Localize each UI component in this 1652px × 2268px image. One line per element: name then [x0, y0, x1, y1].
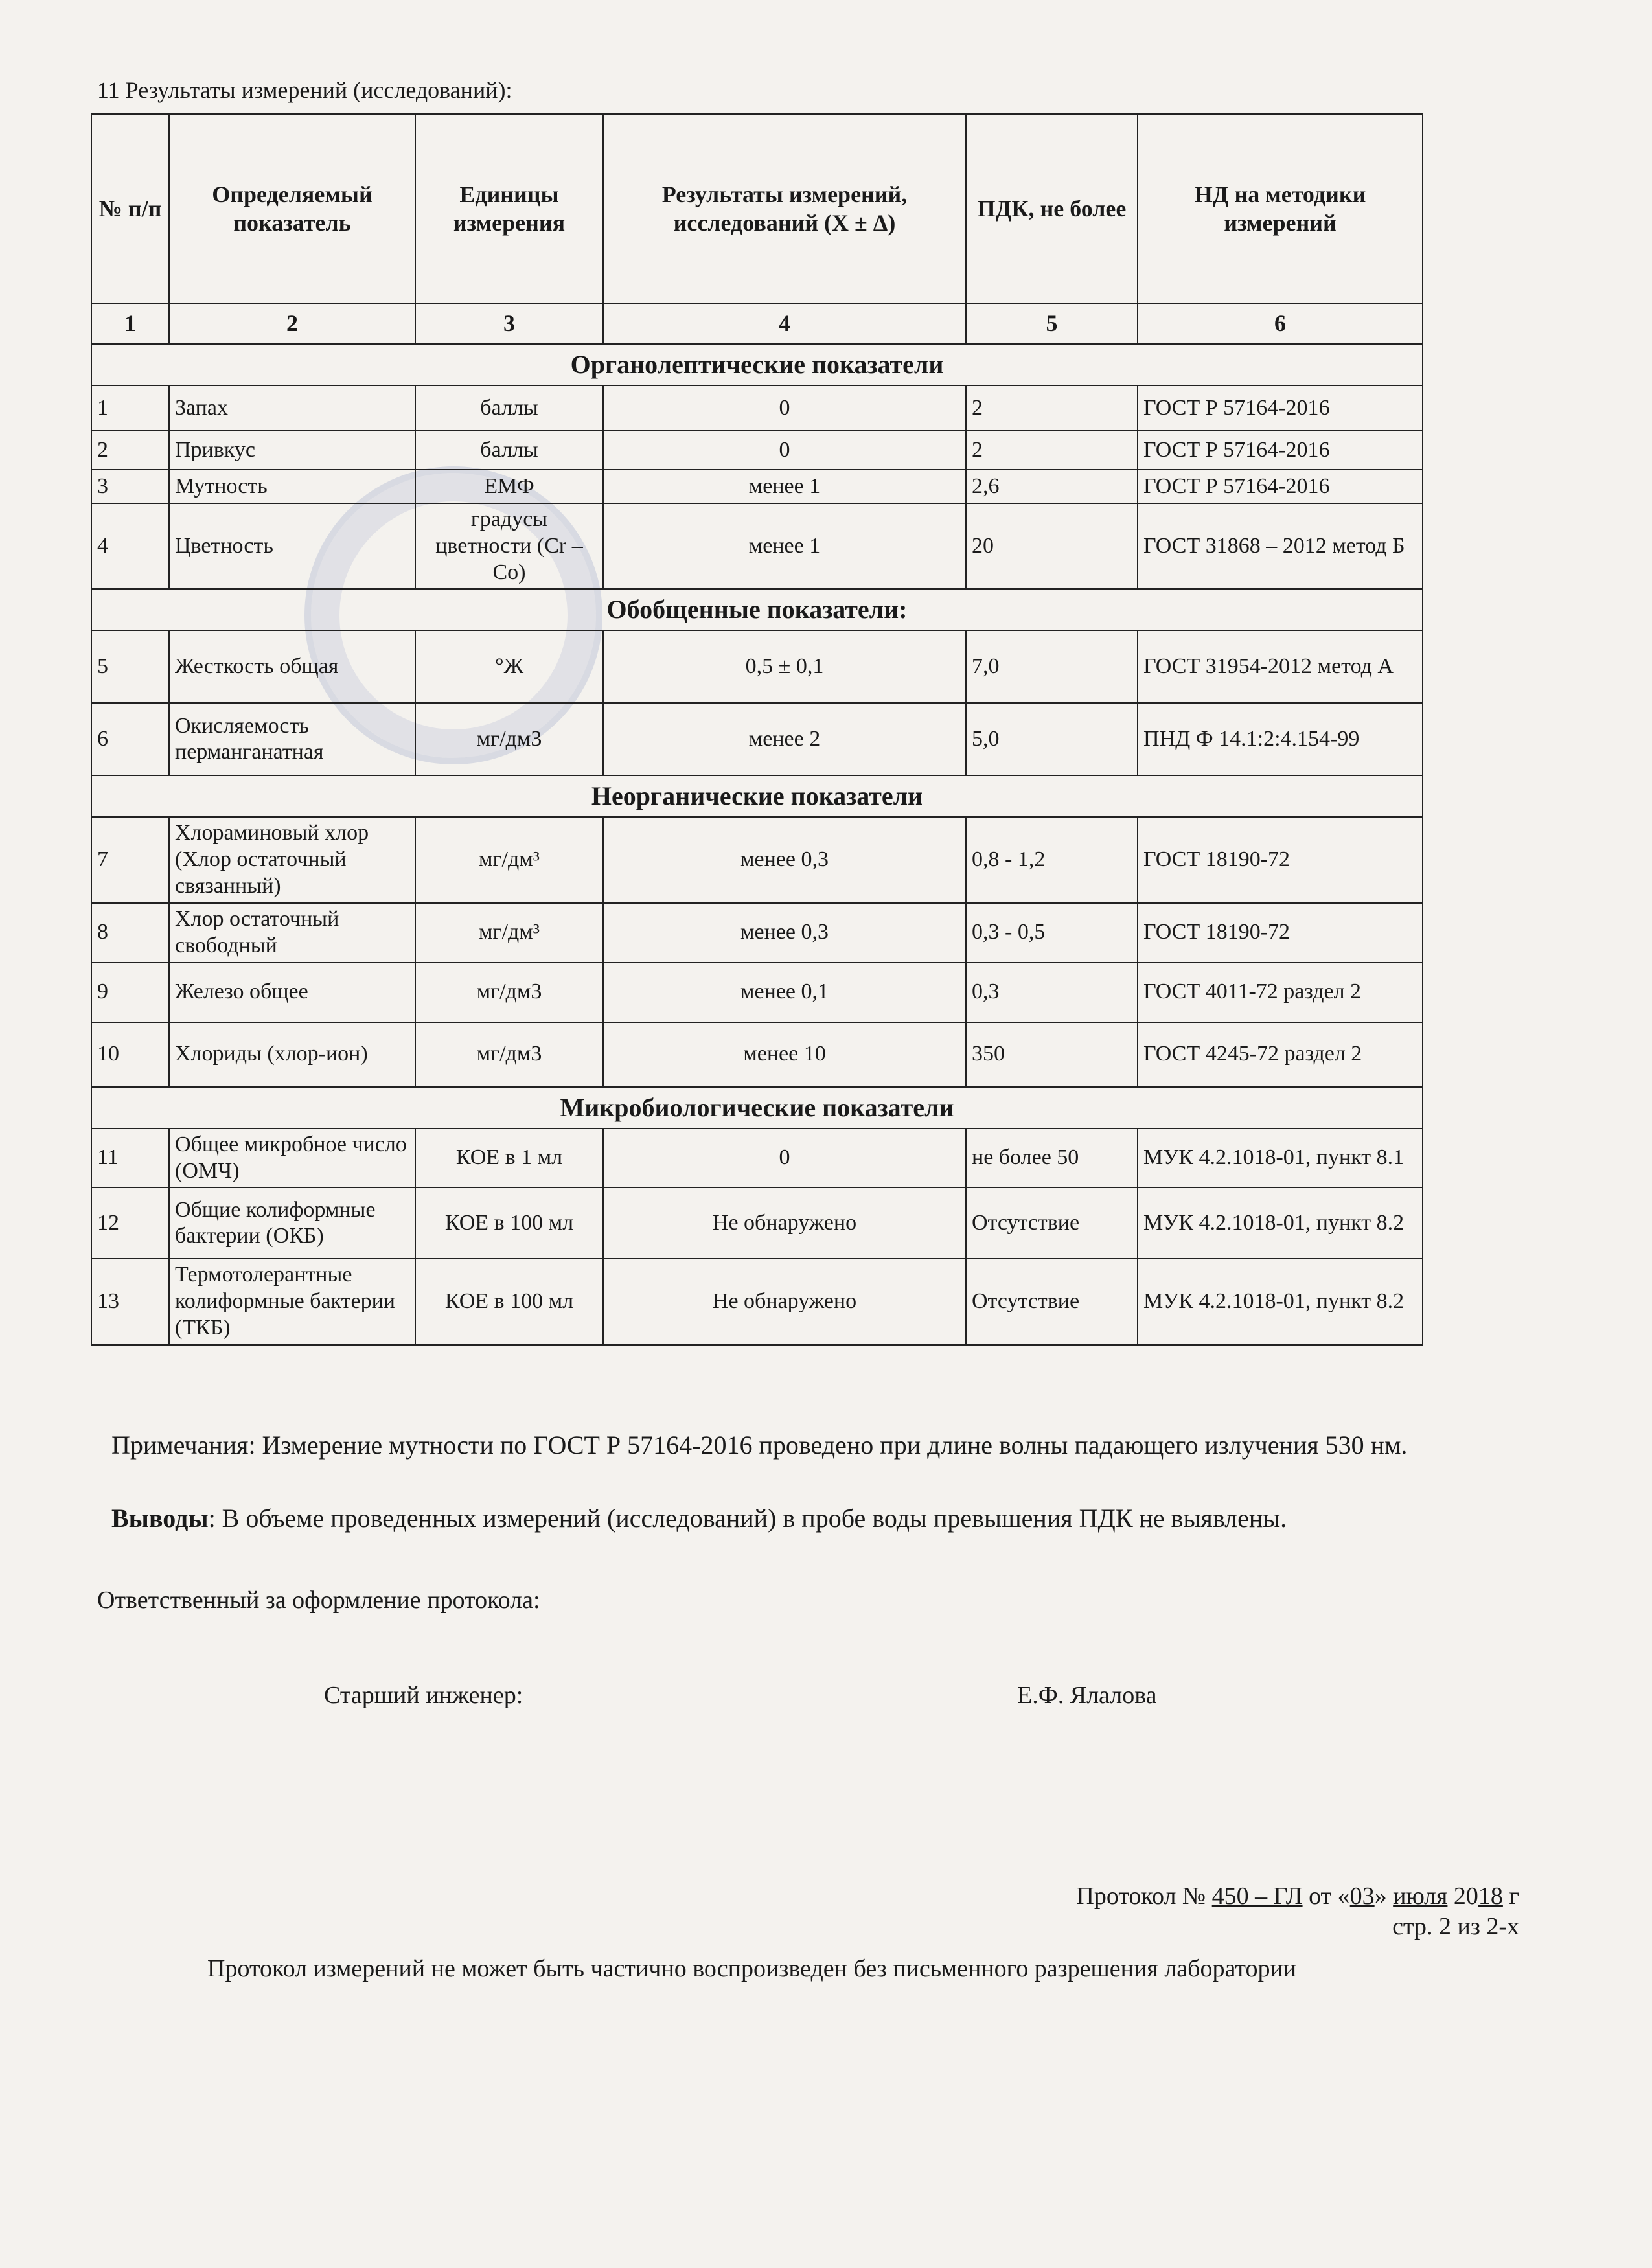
table-row	[91, 385, 1423, 431]
pdk-value: 7,0	[966, 630, 1138, 703]
table-row	[91, 1259, 1423, 1344]
column-number-cell: 4	[603, 304, 966, 344]
indicator-name: Жесткость общая	[169, 630, 415, 703]
result-value: менее 10	[603, 1022, 966, 1087]
row-number: 12	[91, 1187, 169, 1259]
row-number: 8	[91, 903, 169, 963]
indicator-name: Общие колиформные бактерии (ОКБ)	[169, 1187, 415, 1259]
method-reference: ГОСТ Р 57164-2016	[1138, 470, 1423, 503]
pdk-value: Отсутствие	[966, 1259, 1138, 1344]
table-row	[91, 1187, 1423, 1259]
protocol-number: 450 – ГЛ	[1211, 1883, 1303, 1910]
table-row	[91, 431, 1423, 470]
footer-note: Протокол измерений не может быть частично воспроизведен без письменного разрешения лаборатории	[207, 1955, 1297, 1982]
method-reference: ГОСТ 31868 – 2012 метод Б	[1138, 503, 1423, 589]
signature-position: Старший инженер:	[324, 1682, 523, 1709]
conclusion-text: : В объеме проведенных измерений (исследований) в пробе воды превышения ПДК не выявлены.	[208, 1504, 1287, 1533]
protocol-day: 03	[1349, 1883, 1375, 1910]
row-number: 11	[91, 1128, 169, 1188]
method-reference: МУК 4.2.1018-01, пункт 8.2	[1138, 1259, 1423, 1344]
pdk-value: 2	[966, 385, 1138, 431]
header-cell: ПДК, не более	[966, 114, 1138, 304]
page-number: стр. 2 из 2-х	[1392, 1913, 1519, 1940]
notes: Примечания: Измерение мутности по ГОСТ Р 57164-2016 проведено при длине волны падающего излучения 530 нм.	[111, 1430, 1408, 1460]
method-reference: ГОСТ 18190-72	[1138, 817, 1423, 902]
row-number: 7	[91, 817, 169, 902]
indicator-name: Окисляемость перманганатная	[169, 703, 415, 775]
method-reference: ГОСТ 4011-72 раздел 2	[1138, 963, 1423, 1022]
method-reference: ГОСТ 18190-72	[1138, 903, 1423, 963]
row-number: 4	[91, 503, 169, 589]
group-header-row	[91, 1087, 1423, 1128]
group-header-row	[91, 344, 1423, 385]
unit: мг/дм³	[415, 817, 603, 902]
row-number: 6	[91, 703, 169, 775]
unit: градусы цветности (Cr – Co)	[415, 503, 603, 589]
pdk-value: 0,3	[966, 963, 1138, 1022]
conclusion	[111, 1502, 1427, 1535]
table-row	[91, 503, 1423, 589]
column-number-cell: 6	[1138, 304, 1423, 344]
table-header-row	[91, 114, 1423, 304]
indicator-name: Цветность	[169, 503, 415, 589]
header-cell: Результаты измерений, исследований (X ± Δ)	[603, 114, 966, 304]
group-header-row	[91, 775, 1423, 817]
result-value: Не обнаружено	[603, 1187, 966, 1259]
protocol-month: июля	[1393, 1883, 1448, 1910]
result-value: менее 0,3	[603, 903, 966, 963]
method-reference: ГОСТ Р 57164-2016	[1138, 431, 1423, 470]
result-value: менее 1	[603, 503, 966, 589]
method-reference: МУК 4.2.1018-01, пункт 8.2	[1138, 1187, 1423, 1259]
result-value: Не обнаружено	[603, 1259, 966, 1344]
method-reference: ГОСТ Р 57164-2016	[1138, 385, 1423, 431]
unit: °Ж	[415, 630, 603, 703]
protocol-mid: от «	[1302, 1883, 1350, 1910]
row-number: 9	[91, 963, 169, 1022]
indicator-name: Запах	[169, 385, 415, 431]
unit: мг/дм3	[415, 1022, 603, 1087]
unit: мг/дм3	[415, 963, 603, 1022]
pdk-value: 2	[966, 431, 1138, 470]
column-number-cell: 1	[91, 304, 169, 344]
result-value: 0	[603, 385, 966, 431]
unit: КОЕ в 100 мл	[415, 1259, 603, 1344]
protocol-suffix: г	[1502, 1883, 1519, 1910]
table-row	[91, 703, 1423, 775]
row-number: 1	[91, 385, 169, 431]
row-number: 10	[91, 1022, 169, 1087]
method-reference: МУК 4.2.1018-01, пункт 8.1	[1138, 1128, 1423, 1188]
result-value: 0	[603, 1128, 966, 1188]
table-row	[91, 817, 1423, 902]
unit: КОЕ в 1 мл	[415, 1128, 603, 1188]
pdk-value: 5,0	[966, 703, 1138, 775]
row-number: 13	[91, 1259, 169, 1344]
table-row	[91, 470, 1423, 503]
conclusion-label: Выводы	[111, 1504, 209, 1533]
method-reference: ГОСТ 31954-2012 метод А	[1138, 630, 1423, 703]
group-title: Микробиологические показатели	[91, 1087, 1423, 1128]
header-cell: Определяемый показатель	[169, 114, 415, 304]
pdk-value: Отсутствие	[966, 1187, 1138, 1259]
indicator-name: Хлораминовый хлор (Хлор остаточный связанный)	[169, 817, 415, 902]
unit: ЕМФ	[415, 470, 603, 503]
header-cell: Единицы измерения	[415, 114, 603, 304]
group-title: Органолептические показатели	[91, 344, 1423, 385]
pdk-value: 350	[966, 1022, 1138, 1087]
protocol-mid3: 20	[1447, 1883, 1478, 1910]
result-value: менее 0,1	[603, 963, 966, 1022]
group-header-row	[91, 589, 1423, 630]
result-value: 0	[603, 431, 966, 470]
results-table	[91, 113, 1423, 1346]
unit: мг/дм3	[415, 703, 603, 775]
unit: баллы	[415, 431, 603, 470]
signature-name: Е.Ф. Ялалова	[1017, 1682, 1157, 1709]
protocol-mid2: »	[1374, 1883, 1394, 1910]
row-number: 2	[91, 431, 169, 470]
unit: КОЕ в 100 мл	[415, 1187, 603, 1259]
method-reference: ПНД Ф 14.1:2:4.154-99	[1138, 703, 1423, 775]
indicator-name: Привкус	[169, 431, 415, 470]
unit: мг/дм³	[415, 903, 603, 963]
header-cell: № п/п	[91, 114, 169, 304]
group-title: Неорганические показатели	[91, 775, 1423, 817]
table-row	[91, 630, 1423, 703]
pdk-value: не более 50	[966, 1128, 1138, 1188]
table-row	[91, 903, 1423, 963]
result-value: менее 2	[603, 703, 966, 775]
protocol-year: 18	[1478, 1883, 1503, 1910]
column-number-cell: 2	[169, 304, 415, 344]
indicator-name: Железо общее	[169, 963, 415, 1022]
indicator-name: Хлор остаточный свободный	[169, 903, 415, 963]
result-value: 0,5 ± 0,1	[603, 630, 966, 703]
indicator-name: Термотолерантные колиформные бактерии (ТКБ)	[169, 1259, 415, 1344]
indicator-name: Мутность	[169, 470, 415, 503]
column-number-cell: 3	[415, 304, 603, 344]
pdk-value: 2,6	[966, 470, 1138, 503]
unit: баллы	[415, 385, 603, 431]
table-row	[91, 963, 1423, 1022]
column-number-row	[91, 304, 1423, 344]
protocol-prefix: Протокол №	[1076, 1883, 1212, 1910]
indicator-name: Хлориды (хлор-ион)	[169, 1022, 415, 1087]
protocol-reference	[1076, 1882, 1519, 1910]
pdk-value: 0,3 - 0,5	[966, 903, 1138, 963]
group-title: Обобщенные показатели:	[91, 589, 1423, 630]
pdk-value: 0,8 - 1,2	[966, 817, 1138, 902]
section-title: 11 Результаты измерений (исследований):	[97, 77, 512, 103]
method-reference: ГОСТ 4245-72 раздел 2	[1138, 1022, 1423, 1087]
table-row	[91, 1022, 1423, 1087]
column-number-cell: 5	[966, 304, 1138, 344]
result-value: менее 0,3	[603, 817, 966, 902]
table-row	[91, 1128, 1423, 1188]
responsible-label: Ответственный за оформление протокола:	[97, 1586, 540, 1614]
row-number: 5	[91, 630, 169, 703]
row-number: 3	[91, 470, 169, 503]
header-cell: НД на методики измерений	[1138, 114, 1423, 304]
result-value: менее 1	[603, 470, 966, 503]
pdk-value: 20	[966, 503, 1138, 589]
indicator-name: Общее микробное число (ОМЧ)	[169, 1128, 415, 1188]
